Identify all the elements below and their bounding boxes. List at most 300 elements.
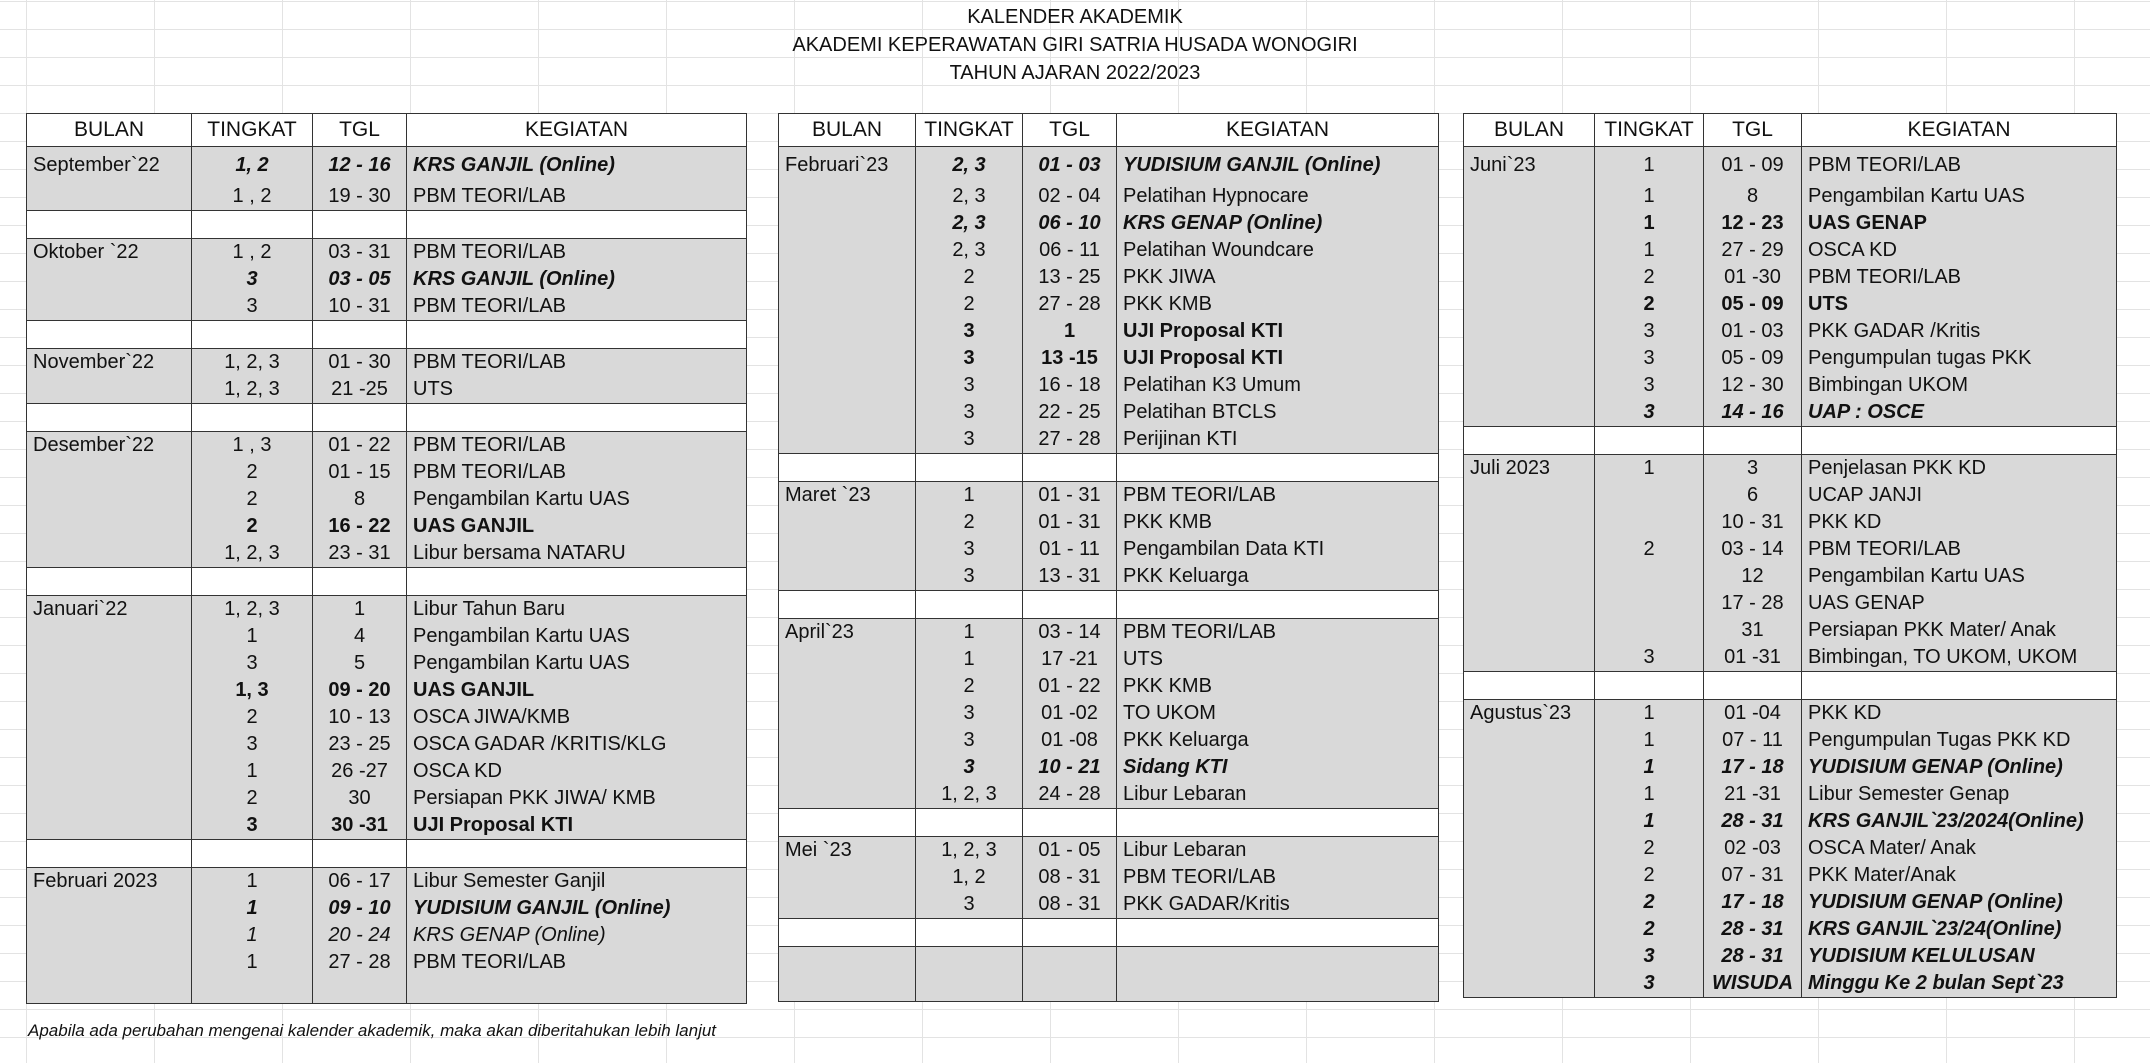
cell-bulan <box>1464 183 1595 210</box>
cell-kegiatan: PBM TEORI/LAB <box>407 349 747 377</box>
cell-tingkat: 3 <box>1595 970 1704 998</box>
col-tgl: TGL <box>1023 114 1117 147</box>
col-tgl: TGL <box>313 114 407 147</box>
cell-tingkat: 3 <box>916 318 1023 345</box>
cell-kegiatan: UTS <box>407 376 747 404</box>
cell-tingkat: 1, 2 <box>192 147 313 184</box>
separator-row <box>27 321 747 349</box>
table-row <box>1464 264 2117 291</box>
cell-bulan <box>27 677 192 704</box>
table-row <box>779 237 1439 264</box>
cell-tingkat <box>1595 509 1704 536</box>
cell-kegiatan: PKK KMB <box>1117 673 1439 700</box>
col-kegiatan: KEGIATAN <box>1802 114 2117 147</box>
table-row <box>779 563 1439 591</box>
cell-kegiatan: OSCA JIWA/KMB <box>407 704 747 731</box>
cell-kegiatan: Perijinan KTI <box>1117 426 1439 454</box>
cell-tingkat <box>192 404 313 432</box>
separator-row <box>27 568 747 596</box>
cell-kegiatan: Libur Tahun Baru <box>407 596 747 624</box>
cell-tgl: 8 <box>313 486 407 513</box>
cell-tingkat: 2, 3 <box>916 147 1023 184</box>
cell-kegiatan <box>407 321 747 349</box>
cell-tingkat <box>1595 590 1704 617</box>
cell-bulan <box>27 812 192 840</box>
cell-bulan <box>1464 264 1595 291</box>
cell-tgl: 8 <box>1704 183 1802 210</box>
cell-kegiatan: OSCA KD <box>1802 237 2117 264</box>
cell-bulan: Maret `23 <box>779 482 916 510</box>
cell-tgl: 01 - 15 <box>313 459 407 486</box>
cell-tingkat <box>1595 482 1704 509</box>
col-kegiatan: KEGIATAN <box>1117 114 1439 147</box>
cell-tgl: 01 - 09 <box>1704 147 1802 184</box>
cell-tgl: 12 - 23 <box>1704 210 1802 237</box>
cell-kegiatan: Persiapan PKK Mater/ Anak <box>1802 617 2117 644</box>
table-row <box>1464 399 2117 427</box>
cell-bulan <box>779 781 916 809</box>
cell-bulan <box>1464 210 1595 237</box>
cell-kegiatan: OSCA GADAR /KRITIS/KLG <box>407 731 747 758</box>
cell-kegiatan: PBM TEORI/LAB <box>1802 536 2117 563</box>
cell-tingkat: 2 <box>1595 916 1704 943</box>
cell-tingkat: 1 , 2 <box>192 183 313 211</box>
table-row <box>27 183 747 211</box>
table-row <box>27 868 747 896</box>
separator-row <box>27 211 747 239</box>
cell-kegiatan: PKK Mater/Anak <box>1802 862 2117 889</box>
cell-kegiatan: UTS <box>1117 646 1439 673</box>
table-header <box>1464 114 2117 147</box>
cell-kegiatan: Libur Lebaran <box>1117 781 1439 809</box>
page-title: KALENDER AKADEMIK <box>967 6 1183 28</box>
cell-bulan <box>1464 399 1595 427</box>
cell-tgl <box>1704 672 1802 700</box>
cell-tingkat <box>1595 427 1704 455</box>
cell-tingkat: 3 <box>916 727 1023 754</box>
table-row <box>27 895 747 922</box>
table-row <box>1464 482 2117 509</box>
cell-tingkat: 2 <box>1595 835 1704 862</box>
table-row <box>779 210 1439 237</box>
cell-kegiatan: Libur Semester Genap <box>1802 781 2117 808</box>
footnote: Apabila ada perubahan mengenai kalender akademik, maka akan diberitahukan lebih lanjut <box>28 1021 717 1040</box>
cell-kegiatan: UCAP JANJI <box>1802 482 2117 509</box>
cell-kegiatan: Libur bersama NATARU <box>407 540 747 568</box>
cell-bulan <box>27 266 192 293</box>
cell-tingkat: 3 <box>192 812 313 840</box>
table-row <box>27 922 747 949</box>
table-row <box>779 509 1439 536</box>
table-row <box>779 837 1439 865</box>
cell-tgl <box>1023 809 1117 837</box>
cell-kegiatan: PKK GADAR/Kritis <box>1117 891 1439 919</box>
cell-tingkat: 3 <box>916 754 1023 781</box>
cell-kegiatan: PKK Keluarga <box>1117 563 1439 591</box>
cell-tingkat: 3 <box>192 650 313 677</box>
cell-tgl: 01 - 03 <box>1704 318 1802 345</box>
cell-tingkat: 1 <box>1595 781 1704 808</box>
academic-year: TAHUN AJARAN 2022/2023 <box>949 62 1201 84</box>
cell-bulan <box>1464 372 1595 399</box>
cell-tgl: 01 -02 <box>1023 700 1117 727</box>
cell-bulan: Oktober `22 <box>27 239 192 267</box>
cell-tgl: 19 - 30 <box>313 183 407 211</box>
col-tgl: TGL <box>1704 114 1802 147</box>
table-row <box>779 291 1439 318</box>
cell-bulan <box>779 947 916 975</box>
table-row <box>1464 781 2117 808</box>
table-row <box>1464 291 2117 318</box>
cell-kegiatan: Pelatihan Hypnocare <box>1117 183 1439 210</box>
cell-bulan <box>1464 345 1595 372</box>
cell-kegiatan: PBM TEORI/LAB <box>407 183 747 211</box>
cell-tgl: 21 -25 <box>313 376 407 404</box>
table-row <box>1464 700 2117 728</box>
cell-tgl: 01 - 30 <box>313 349 407 377</box>
cell-tgl: 06 - 11 <box>1023 237 1117 264</box>
cell-tingkat <box>916 454 1023 482</box>
cell-tgl: 31 <box>1704 617 1802 644</box>
cell-tgl: 24 - 28 <box>1023 781 1117 809</box>
cell-kegiatan: Pengambilan Kartu UAS <box>1802 563 2117 590</box>
cell-bulan <box>1464 482 1595 509</box>
cell-tgl: 21 -31 <box>1704 781 1802 808</box>
cell-tingkat: 2 <box>192 513 313 540</box>
cell-bulan <box>1464 318 1595 345</box>
cell-tgl: 4 <box>313 623 407 650</box>
cell-tingkat <box>192 321 313 349</box>
cell-bulan <box>1464 835 1595 862</box>
cell-bulan <box>1464 291 1595 318</box>
cell-kegiatan: Minggu Ke 2 bulan Sept`23 <box>1802 970 2117 998</box>
cell-tingkat: 3 <box>916 372 1023 399</box>
cell-tgl: 10 - 13 <box>313 704 407 731</box>
cell-kegiatan: KRS GANJIL`23/24(Online) <box>1802 916 2117 943</box>
cell-tgl: 22 - 25 <box>1023 399 1117 426</box>
cell-tgl <box>313 840 407 868</box>
table-row <box>1464 617 2117 644</box>
table-row <box>1464 318 2117 345</box>
cell-tgl: 07 - 11 <box>1704 727 1802 754</box>
table-row <box>1464 943 2117 970</box>
cell-tingkat: 2 <box>916 673 1023 700</box>
cell-tgl: 03 - 05 <box>313 266 407 293</box>
cell-tingkat <box>916 809 1023 837</box>
table-row <box>1464 509 2117 536</box>
cell-tgl: 10 - 21 <box>1023 754 1117 781</box>
cell-tgl: 23 - 25 <box>313 731 407 758</box>
cell-tingkat <box>1595 672 1704 700</box>
cell-bulan <box>1464 862 1595 889</box>
table-row <box>27 785 747 812</box>
cell-bulan <box>779 754 916 781</box>
cell-kegiatan: PKK JIWA <box>1117 264 1439 291</box>
table-header <box>779 114 1439 147</box>
table-row <box>1464 590 2117 617</box>
cell-tgl: 1 <box>313 596 407 624</box>
cell-tingkat: 1 <box>1595 147 1704 184</box>
cell-tingkat: 3 <box>1595 372 1704 399</box>
cell-bulan <box>27 459 192 486</box>
calendar-table-3 <box>1463 113 2117 998</box>
cell-tingkat: 3 <box>1595 943 1704 970</box>
table-row <box>27 513 747 540</box>
cell-kegiatan: PBM TEORI/LAB <box>1802 147 2117 184</box>
cell-tingkat <box>1595 617 1704 644</box>
table-row <box>1464 835 2117 862</box>
cell-kegiatan: PBM TEORI/LAB <box>407 949 747 976</box>
cell-bulan: Mei `23 <box>779 837 916 865</box>
table-row <box>1464 372 2117 399</box>
table-row <box>27 949 747 976</box>
cell-tingkat: 1, 3 <box>192 677 313 704</box>
cell-bulan <box>27 731 192 758</box>
separator-row <box>779 919 1439 947</box>
cell-bulan <box>27 376 192 404</box>
table-row <box>27 147 747 184</box>
cell-tingkat: 3 <box>1595 644 1704 672</box>
cell-kegiatan: Persiapan PKK JIWA/ KMB <box>407 785 747 812</box>
cell-tgl: 01 - 05 <box>1023 837 1117 865</box>
col-kegiatan: KEGIATAN <box>407 114 747 147</box>
cell-bulan <box>27 486 192 513</box>
cell-kegiatan <box>1802 427 2117 455</box>
cell-tgl <box>1023 454 1117 482</box>
cell-tingkat: 1, 2 <box>916 864 1023 891</box>
cell-tingkat: 2 <box>1595 536 1704 563</box>
separator-row <box>1464 672 2117 700</box>
cell-tgl: 16 - 18 <box>1023 372 1117 399</box>
table-row <box>779 536 1439 563</box>
cell-bulan: September`22 <box>27 147 192 184</box>
cell-kegiatan: PBM TEORI/LAB <box>407 459 747 486</box>
table-row <box>27 704 747 731</box>
cell-tgl: 12 <box>1704 563 1802 590</box>
cell-tingkat: 1 <box>192 895 313 922</box>
table-row <box>27 459 747 486</box>
table-row <box>27 812 747 840</box>
cell-bulan <box>27 404 192 432</box>
cell-bulan <box>779 183 916 210</box>
cell-tgl: 08 - 31 <box>1023 891 1117 919</box>
cell-tingkat: 3 <box>916 891 1023 919</box>
cell-kegiatan: Pelatihan Woundcare <box>1117 237 1439 264</box>
table-row <box>779 781 1439 809</box>
cell-tingkat: 2 <box>1595 889 1704 916</box>
cell-tgl: 6 <box>1704 482 1802 509</box>
cell-bulan <box>779 919 916 947</box>
cell-bulan: Desember`22 <box>27 432 192 460</box>
cell-bulan <box>27 183 192 211</box>
col-tingkat: TINGKAT <box>192 114 313 147</box>
cell-tingkat: 1 <box>192 623 313 650</box>
cell-tgl: 12 - 30 <box>1704 372 1802 399</box>
table-row <box>1464 455 2117 483</box>
cell-kegiatan <box>1117 919 1439 947</box>
cell-tingkat: 2 <box>192 785 313 812</box>
cell-kegiatan: YUDISIUM KELULUSAN <box>1802 943 2117 970</box>
separator-row <box>27 404 747 432</box>
cell-tingkat: 2 <box>916 264 1023 291</box>
cell-bulan <box>779 563 916 591</box>
cell-tingkat: 1 <box>192 758 313 785</box>
cell-bulan <box>27 976 192 1004</box>
table-row <box>1464 237 2117 264</box>
cell-kegiatan: YUDISIUM GENAP (Online) <box>1802 889 2117 916</box>
cell-tingkat: 3 <box>916 345 1023 372</box>
cell-bulan: Januari`22 <box>27 596 192 624</box>
cell-tingkat: 1 <box>1595 700 1704 728</box>
cell-tgl <box>1704 427 1802 455</box>
cell-bulan: April`23 <box>779 619 916 647</box>
cell-tingkat: 3 <box>1595 318 1704 345</box>
cell-kegiatan: PKK KMB <box>1117 291 1439 318</box>
cell-tingkat: 1 <box>1595 808 1704 835</box>
table-row <box>1464 644 2117 672</box>
cell-bulan <box>779 646 916 673</box>
table-row <box>27 349 747 377</box>
cell-bulan <box>1464 563 1595 590</box>
cell-tingkat: 1 <box>1595 183 1704 210</box>
cell-bulan <box>1464 644 1595 672</box>
cell-kegiatan: Penjelasan PKK KD <box>1802 455 2117 483</box>
table-row <box>27 596 747 624</box>
cell-kegiatan: PKK Keluarga <box>1117 727 1439 754</box>
cell-tgl: 10 - 31 <box>313 293 407 321</box>
cell-tgl: 02 -03 <box>1704 835 1802 862</box>
table-row <box>779 372 1439 399</box>
cell-tingkat: 3 <box>1595 399 1704 427</box>
cell-tingkat: 1 <box>916 482 1023 510</box>
cell-bulan <box>1464 237 1595 264</box>
cell-kegiatan: PBM TEORI/LAB <box>1802 264 2117 291</box>
cell-tingkat <box>916 947 1023 975</box>
cell-tingkat: 1 <box>192 868 313 896</box>
table-row <box>779 727 1439 754</box>
cell-bulan <box>779 591 916 619</box>
cell-bulan <box>779 318 916 345</box>
cell-tgl: 05 - 09 <box>1704 291 1802 318</box>
table-row <box>1464 970 2117 998</box>
cell-bulan <box>1464 889 1595 916</box>
cell-bulan: November`22 <box>27 349 192 377</box>
cell-kegiatan <box>407 404 747 432</box>
cell-tgl: 20 - 24 <box>313 922 407 949</box>
cell-tgl: 07 - 31 <box>1704 862 1802 889</box>
cell-bulan <box>27 704 192 731</box>
cell-tgl: 01 -30 <box>1704 264 1802 291</box>
separator-row <box>779 454 1439 482</box>
table-row <box>1464 727 2117 754</box>
cell-bulan: Agustus`23 <box>1464 700 1595 728</box>
cell-tingkat: 2 <box>1595 264 1704 291</box>
table-row <box>779 318 1439 345</box>
cell-bulan <box>27 568 192 596</box>
cell-bulan <box>27 540 192 568</box>
cell-tgl: 3 <box>1704 455 1802 483</box>
cell-tingkat: 2 <box>1595 862 1704 889</box>
cell-tingkat: 1, 2, 3 <box>192 349 313 377</box>
cell-kegiatan: UJI Proposal KTI <box>407 812 747 840</box>
cell-bulan <box>779 974 916 1002</box>
cell-kegiatan <box>1117 454 1439 482</box>
cell-kegiatan: UAS GENAP <box>1802 210 2117 237</box>
cell-tgl: 03 - 14 <box>1023 619 1117 647</box>
cell-kegiatan: PBM TEORI/LAB <box>407 432 747 460</box>
cell-bulan <box>27 211 192 239</box>
cell-tingkat: 2 <box>192 704 313 731</box>
table-row <box>779 700 1439 727</box>
cell-tingkat: 1 <box>1595 754 1704 781</box>
cell-kegiatan: Pengumpulan Tugas PKK KD <box>1802 727 2117 754</box>
cell-tgl: 03 - 31 <box>313 239 407 267</box>
table-row <box>27 486 747 513</box>
cell-tgl <box>313 211 407 239</box>
cell-kegiatan: KRS GANJIL`23/2024(Online) <box>1802 808 2117 835</box>
cell-tgl: 17 - 18 <box>1704 889 1802 916</box>
cell-kegiatan: Pengambilan Kartu UAS <box>1802 183 2117 210</box>
cell-kegiatan: Pelatihan BTCLS <box>1117 399 1439 426</box>
cell-tingkat: 1, 2, 3 <box>192 540 313 568</box>
cell-tgl: 08 - 31 <box>1023 864 1117 891</box>
cell-bulan <box>779 454 916 482</box>
table-row <box>779 426 1439 454</box>
cell-kegiatan: Libur Semester Ganjil <box>407 868 747 896</box>
cell-kegiatan: PKK GADAR /Kritis <box>1802 318 2117 345</box>
cell-bulan <box>27 895 192 922</box>
cell-kegiatan: UTS <box>1802 291 2117 318</box>
cell-kegiatan: PKK KD <box>1802 509 2117 536</box>
cell-tgl: WISUDA <box>1704 970 1802 998</box>
cell-tingkat <box>192 840 313 868</box>
cell-tgl: 27 - 28 <box>1023 426 1117 454</box>
table-row <box>779 974 1439 1002</box>
cell-bulan <box>27 922 192 949</box>
col-tingkat: TINGKAT <box>1595 114 1704 147</box>
cell-tgl: 28 - 31 <box>1704 916 1802 943</box>
cell-bulan <box>779 264 916 291</box>
table-row <box>27 623 747 650</box>
cell-tingkat <box>192 568 313 596</box>
cell-tgl: 12 - 16 <box>313 147 407 184</box>
cell-tingkat <box>916 974 1023 1002</box>
cell-tgl: 27 - 28 <box>313 949 407 976</box>
cell-tgl: 23 - 31 <box>313 540 407 568</box>
cell-tingkat <box>916 919 1023 947</box>
cell-bulan <box>779 345 916 372</box>
cell-tgl: 30 -31 <box>313 812 407 840</box>
cell-kegiatan: UAS GANJIL <box>407 513 747 540</box>
table-row <box>779 947 1439 975</box>
cell-tingkat: 2 <box>192 459 313 486</box>
cell-tgl: 16 - 22 <box>313 513 407 540</box>
cell-bulan <box>1464 754 1595 781</box>
cell-tingkat: 3 <box>916 700 1023 727</box>
separator-row <box>27 840 747 868</box>
cell-tingkat: 1 <box>916 619 1023 647</box>
calendar-table-1 <box>26 113 747 1004</box>
cell-tingkat: 2, 3 <box>916 237 1023 264</box>
table-row <box>779 891 1439 919</box>
cell-kegiatan: Pengumpulan tugas PKK <box>1802 345 2117 372</box>
table-row <box>27 540 747 568</box>
cell-tgl: 01 - 22 <box>313 432 407 460</box>
cell-bulan <box>27 293 192 321</box>
cell-bulan <box>27 623 192 650</box>
cell-tingkat: 1 <box>1595 210 1704 237</box>
cell-kegiatan <box>407 840 747 868</box>
